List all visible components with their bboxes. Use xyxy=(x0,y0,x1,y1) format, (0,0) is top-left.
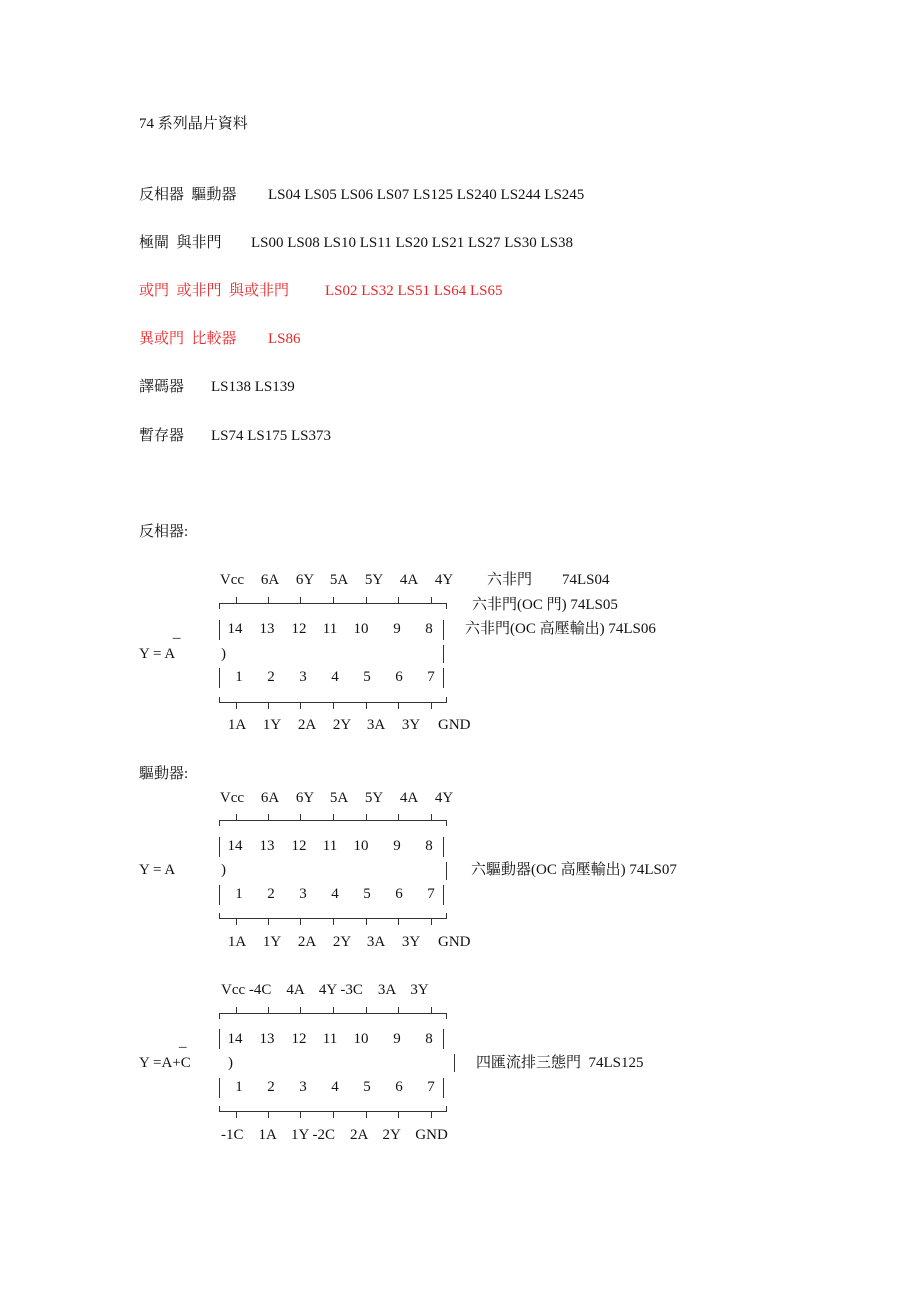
category-chips: LS00 LS08 LS10 LS11 LS20 LS21 LS27 LS30 LS38 xyxy=(251,235,573,251)
pin-number: 11 xyxy=(322,621,338,637)
chip-notch: ) xyxy=(228,1055,233,1071)
pin-number: 10 xyxy=(353,838,369,854)
top-pin-labels: Vcc -4C 4A 4Y -3C 3A 3Y xyxy=(221,982,429,998)
bottom-pin-label: 3Y xyxy=(401,934,421,950)
section-heading: 驅動器: xyxy=(139,766,189,782)
top-pin-label: Vcc xyxy=(219,572,245,588)
bottom-pin-label: GND xyxy=(438,934,471,950)
chip-description: 六非門(OC 高壓輸出) 74LS06 xyxy=(465,621,656,637)
top-pin-label: 6Y xyxy=(295,572,315,588)
pin-number: 7 xyxy=(427,886,435,902)
pin-number: 2 xyxy=(267,1079,275,1095)
top-pin-label: 6A xyxy=(260,572,280,588)
pin-number: 6 xyxy=(395,886,403,902)
pin-number: 6 xyxy=(395,669,403,685)
pin-number: 9 xyxy=(393,621,401,637)
top-pin-label: 5Y xyxy=(364,572,384,588)
pin-number: 8 xyxy=(425,1031,433,1047)
top-pin-label: 5Y xyxy=(364,790,384,806)
pin-number: 11 xyxy=(322,1031,338,1047)
top-pin-label: 5A xyxy=(329,572,349,588)
category-label: 反相器 驅動器 xyxy=(139,187,237,203)
top-pin-label: 6Y xyxy=(295,790,315,806)
pin-number: 13 xyxy=(259,621,275,637)
category-chips: LS02 LS32 LS51 LS64 LS65 xyxy=(325,283,503,299)
pin-number: 1 xyxy=(235,669,243,685)
bottom-pin-label: 1Y xyxy=(262,934,282,950)
category-label: 異或門 比較器 xyxy=(139,331,237,347)
pin-number: 13 xyxy=(259,1031,275,1047)
pin-number: 3 xyxy=(299,1079,307,1095)
bottom-pin-label: 2Y xyxy=(332,717,352,733)
pin-number: 14 xyxy=(227,621,243,637)
chip-description: 四匯流排三態門 74LS125 xyxy=(476,1055,644,1071)
pin-number: 13 xyxy=(259,838,275,854)
chip-notch: ) xyxy=(221,862,226,878)
top-pin-label: 4A xyxy=(399,790,419,806)
pin-number: 7 xyxy=(427,669,435,685)
chip-description: 六非門 74LS04 xyxy=(487,572,610,588)
top-pin-label: 4A xyxy=(399,572,419,588)
chip-description: 六非門(OC 門) 74LS05 xyxy=(472,597,618,613)
pin-number: 3 xyxy=(299,886,307,902)
logic-equation: Y =A+C xyxy=(139,1055,191,1071)
bottom-pin-labels: -1C 1A 1Y -2C 2A 2Y GND xyxy=(221,1127,448,1143)
bottom-pin-label: 3A xyxy=(366,717,386,733)
logic-equation: Y = A xyxy=(139,646,176,662)
category-chips: LS74 LS175 LS373 xyxy=(211,428,332,444)
top-pin-label: Vcc xyxy=(219,790,245,806)
equation-overbar: _ xyxy=(179,1034,187,1050)
pin-number: 14 xyxy=(227,1031,243,1047)
bottom-pin-label: 3Y xyxy=(401,717,421,733)
pin-number: 7 xyxy=(427,1079,435,1095)
bottom-pin-label: 1A xyxy=(227,934,247,950)
pin-number: 4 xyxy=(331,886,339,902)
chip-notch: ) xyxy=(221,646,226,662)
section-heading: 反相器: xyxy=(139,524,189,540)
bottom-pin-label: 2A xyxy=(297,934,317,950)
pin-number: 2 xyxy=(267,886,275,902)
pin-number: 12 xyxy=(291,838,307,854)
pin-number: 8 xyxy=(425,621,433,637)
pin-number: 5 xyxy=(363,669,371,685)
category-chips: LS04 LS05 LS06 LS07 LS125 LS240 LS244 LS245 xyxy=(268,187,585,203)
pin-number: 3 xyxy=(299,669,307,685)
category-label: 譯碼器 xyxy=(139,379,185,395)
chip-description: 六驅動器(OC 高壓輸出) 74LS07 xyxy=(471,862,677,878)
pin-number: 12 xyxy=(291,1031,307,1047)
top-pin-label: 4Y xyxy=(434,572,454,588)
category-label: 暫存器 xyxy=(139,428,185,444)
top-pin-label: 4Y xyxy=(434,790,454,806)
pin-number: 2 xyxy=(267,669,275,685)
category-chips: LS86 xyxy=(268,331,301,347)
category-chips: LS138 LS139 xyxy=(211,379,295,395)
logic-equation: Y = A xyxy=(139,862,176,878)
pin-number: 6 xyxy=(395,1079,403,1095)
top-pin-label: 6A xyxy=(260,790,280,806)
bottom-pin-label: 1A xyxy=(227,717,247,733)
pin-number: 5 xyxy=(363,1079,371,1095)
pin-number: 10 xyxy=(353,621,369,637)
bottom-pin-label: 1Y xyxy=(262,717,282,733)
pin-number: 9 xyxy=(393,838,401,854)
category-label: 極閘 與非門 xyxy=(139,235,222,251)
bottom-pin-label: GND xyxy=(438,717,471,733)
pin-number: 9 xyxy=(393,1031,401,1047)
bottom-pin-label: 3A xyxy=(366,934,386,950)
pin-number: 1 xyxy=(235,1079,243,1095)
equation-overbar: _ xyxy=(173,625,181,641)
pin-number: 14 xyxy=(227,838,243,854)
pin-number: 12 xyxy=(291,621,307,637)
pin-number: 4 xyxy=(331,1079,339,1095)
pin-number: 10 xyxy=(353,1031,369,1047)
pin-number: 11 xyxy=(322,838,338,854)
pin-number: 5 xyxy=(363,886,371,902)
top-pin-label: 5A xyxy=(329,790,349,806)
pin-number: 1 xyxy=(235,886,243,902)
page-title: 74 系列晶片資料 xyxy=(139,116,248,132)
bottom-pin-label: 2Y xyxy=(332,934,352,950)
bottom-pin-label: 2A xyxy=(297,717,317,733)
category-label: 或門 或非門 與或非門 xyxy=(139,283,290,299)
pin-number: 8 xyxy=(425,838,433,854)
pin-number: 4 xyxy=(331,669,339,685)
